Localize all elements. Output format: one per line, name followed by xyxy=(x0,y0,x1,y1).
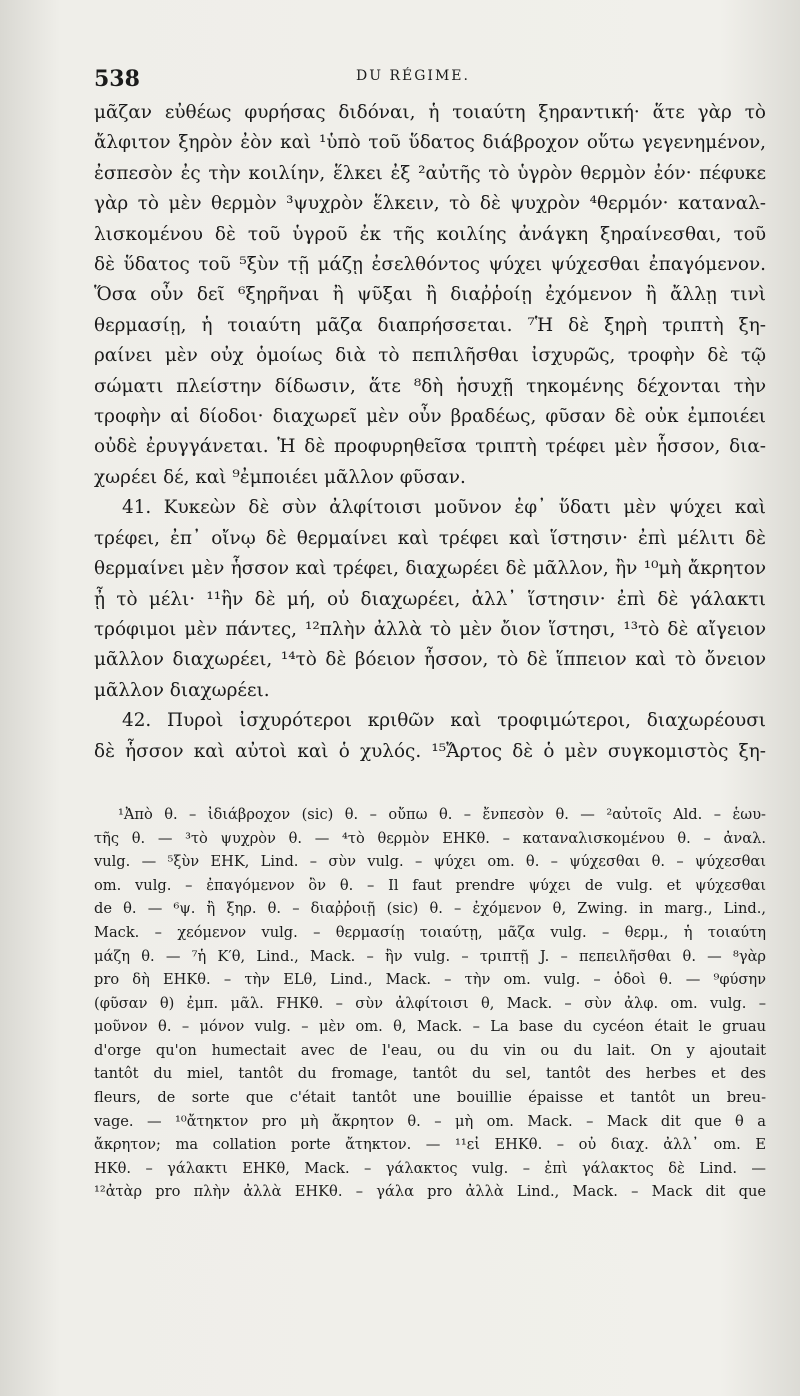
text-line: ραίνει μὲν οὐχ ὁμοίως διὰ τὸ πεπιλῆσθαι ἰσχυρῶς, τροφὴν δὲ τῷ xyxy=(94,345,766,367)
text-line: γὰρ τὸ μὲν θερμὸν ³ψυχρὸν ἕλκειν, τὸ δὲ ψυχρὸν ⁴θερμόν· καταναλ- xyxy=(94,193,766,215)
footnote-line: d'orge qu'on humectait avec de l'eau, ou du vin ou du lait. On y ajoutait xyxy=(94,1041,766,1059)
page-header xyxy=(94,58,766,98)
text-line: τρέφει, ἐπ᾽ οἴνῳ δὲ θερμαίνει καὶ τρέφει καὶ ἵστησιν· ἐπὶ μέλιτι δὲ xyxy=(94,527,766,549)
text-line: Ὅσα οὖν δεῖ ⁶ξηρῆναι ἢ ψῦξαι ἢ διαῤῥοίῃ ἐχόμενον ἢ ἄλλῃ τινὶ xyxy=(94,284,766,306)
footnote-line: ¹Ἀπὸ θ. – ἰδιάβροχον (sic) θ. – οὔπω θ. – ἔνπεσὸν θ. — ²αὐτοῖς Ald. – ἑωυ- xyxy=(118,805,766,823)
footnote-line: ¹²ἀτὰρ pro πλὴν ἀλλὰ ΕΗΚθ. – γάλα pro ἀλλὰ Lind., Mack. – Mack dit que xyxy=(94,1183,766,1201)
section-42-start: 42. Πυροὶ ἰσχυρότεροι κριθῶν καὶ τροφιμώτεροι, διαχωρέουσι xyxy=(122,710,766,732)
footnote-line: (φῦσαν θ) ἐμπ. μᾶλ. FHKθ. – σὺν ἀλφίτοισι θ, Mack. – σὺν ἀλφ. om. vulg. – xyxy=(94,994,766,1012)
footnote-line: Mack. – χεόμενον vulg. – θερμασίῃ τοιαύτῃ, μᾶζα vulg. – θερμ., ἡ τοιαύτη xyxy=(94,923,766,941)
footnote-line: pro δὴ ΕΗΚθ. – τὴν ELθ, Lind., Mack. – τὴν om. vulg. – ὁδοὶ θ. — ⁹φύσην xyxy=(94,971,766,989)
section-41-start: 41. Κυκεὼν δὲ σὺν ἀλφίτοισι μοῦνον ἐφ᾽ ὕδατι μὲν ψύχει καὶ xyxy=(122,497,766,519)
page-number: 538 xyxy=(94,66,140,92)
footnote-line: fleurs, de sorte que c'était tantôt une bouillie épaisse et tantôt un breu- xyxy=(94,1089,766,1107)
footnote-line: ἄκρητον; ma collation porte ἄτηκτον. — ¹¹εἰ ΕΗΚθ. – οὐ διαχ. ἀλλ᾽ om. E xyxy=(94,1136,766,1154)
text-line: ᾖ τὸ μέλι· ¹¹ἢν δὲ μή, οὐ διαχωρέει, ἀλλ᾽ ἵστησιν· ἐπὶ δὲ γάλακτι xyxy=(94,588,766,610)
text-line: χωρέει δέ, καὶ ⁹ἐμποιέει μᾶλλον φῦσαν. xyxy=(94,466,466,488)
footnote-line: τῆς θ. — ³τὸ ψυχρὸν θ. — ⁴τὸ θερμὸν ΕΗΚθ. – καταναλισκομένου θ. – ἀναλ. xyxy=(94,829,766,847)
text-line: μᾶζαν εὐθέως φυρήσας διδόναι, ἡ τοιαύτη ξηραντική· ἅτε γὰρ τὸ xyxy=(94,102,766,123)
text-line: τρόφιμοι μὲν πάντες, ¹²πλὴν ἀλλὰ τὸ μὲν ὄιον ἵστησι, ¹³τὸ δὲ αἴγειον xyxy=(94,618,766,640)
text-line: λισκομένου δὲ τοῦ ὑγροῦ ἐκ τῆς κοιλίης ἀνάγκη ξηραίνεσθαι, τοῦ xyxy=(94,223,766,245)
running-title: DU RÉGIME. xyxy=(356,68,470,84)
footnote-line: vulg. — ⁵ξὺν ΕΗΚ, Lind. – σὺν vulg. – ψύχει om. θ. – ψύχεσθαι θ. – ψύχεσθαι xyxy=(94,853,766,871)
text-line: μᾶλλον διαχωρέει. xyxy=(94,679,270,701)
footnote-line: tantôt du miel, tantôt du fromage, tantôt du sel, tantôt des herbes et des xyxy=(94,1065,766,1083)
text-line: θερμαίνει μὲν ἧσσον καὶ τρέφει, διαχωρέει δὲ μᾶλλον, ἢν ¹⁰μὴ ἄκρητον xyxy=(94,558,766,580)
footnote-line: μοῦνον θ. – μόνον vulg. – μὲν om. θ, Mack. – La base du cycéon était le gruau xyxy=(94,1018,766,1036)
text-line: δὲ ὕδατος τοῦ ⁵ξὺν τῇ μάζῃ ἐσελθόντος ψύχει ψύχεσθαι ἐπαγόμενον. xyxy=(94,254,766,276)
text-line: θερμασίῃ, ἡ τοιαύτη μᾶζα διαπρήσσεται. ⁷Ἡ δὲ ξηρὴ τριπτὴ ξη- xyxy=(94,314,766,336)
text-line: μᾶλλον διαχωρέει, ¹⁴τὸ δὲ βόειον ἧσσον, τὸ δὲ ἵππειον καὶ τὸ ὄνειον xyxy=(94,649,766,671)
text-line: τροφὴν αἱ δίοδοι· διαχωρεῖ μὲν οὖν βραδέως, φῦσαν δὲ οὐκ ἐμποιέει xyxy=(94,406,766,428)
footnote-line: om. vulg. – ἐπαγόμενον ὂν θ. – Il faut prendre ψύχει de vulg. et ψύχεσθαι xyxy=(94,876,766,894)
footnote-line: ΗΚθ. – γάλακτι ΕΗΚθ, Mack. – γάλακτος vulg. – ἐπὶ γάλακτος δὲ Lind. — xyxy=(94,1159,766,1177)
text-line: οὐδὲ ἐρυγγάνεται. Ἡ δὲ προφυρηθεῖσα τριπτὴ τρέφει μὲν ἧσσον, δια- xyxy=(94,436,766,458)
footnotes xyxy=(94,803,766,1204)
main-text xyxy=(94,98,766,767)
footnote-line: vage. — ¹⁰ἄτηκτον pro μὴ ἄκρητον θ. – μὴ om. Mack. – Mack dit que θ a xyxy=(94,1112,766,1130)
text-line: δὲ ἧσσον καὶ αὐτοὶ καὶ ὁ χυλός. ¹⁵Ἄρτος δὲ ὁ μὲν συγκομιστὸς ξη- xyxy=(94,740,766,762)
footnote-line: de θ. — ⁶ψ. ἢ ξηρ. θ. – διαῤῥοιῇ (sic) θ. – ἐχόμενον θ, Zwing. in marg., Lind., xyxy=(94,900,766,918)
text-line: ἐσπεσὸν ἐς τὴν κοιλίην, ἕλκει ἐξ ²αὐτῆς τὸ ὑγρὸν θερμὸν ἐόν· πέφυκε xyxy=(94,162,766,184)
text-line: σώματι πλείστην δίδωσιν, ἅτε ⁸δὴ ἡσυχῇ τηκομένης δέχονται τὴν xyxy=(94,375,766,397)
text-line: ἄλφιτον ξηρὸν ἐὸν καὶ ¹ὑπὸ τοῦ ὕδατος διάβροχον οὕτω γεγενημένον, xyxy=(94,132,766,154)
footnote-line: μάζη θ. — ⁷ἡ K′θ, Lind., Mack. – ἢν vulg. – τριπτῇ J. – πεπειλῆσθαι θ. — ⁸γὰρ xyxy=(94,947,766,965)
